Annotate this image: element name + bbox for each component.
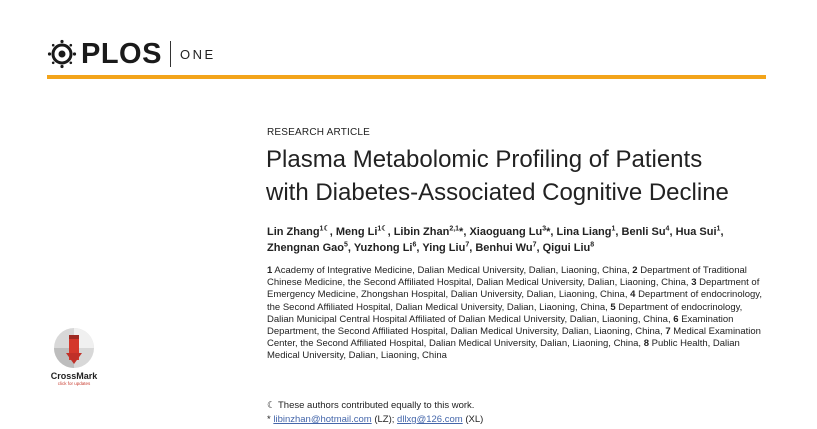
author: [475, 242, 536, 254]
logo-divider: [170, 41, 171, 67]
author: [394, 226, 464, 238]
author-name: Libin Zhan: [393, 226, 450, 238]
affiliation-text: Department of Emergency Medicine, Zhongshan Hospital, Dalian University, Dalian, Liaoning, China,: [267, 277, 760, 301]
author-list: Lin Zhang$^{1☾}$, Meng $Li^{1☾}$, Libin Zhan$^{2,1}$*, Xiaoguang Lu$^3$*, Lina Liang$^1$, Benli Su$^4$, Hua Sui$^1$, Zhengnan Gao$^5$, Yuzhong Li$^6$, Ying Liu$^7$, Benhui Wu$^7$, Qigui Liu$^8$: [267, 225, 724, 254]
email2-suffix: (XL): [465, 414, 484, 425]
header-rule: [47, 75, 766, 79]
author: [354, 242, 417, 254]
corresponding-star: *: [546, 226, 551, 238]
author: [267, 226, 330, 238]
affiliations: [267, 265, 767, 363]
author-affiliation-sup: 3: [542, 225, 547, 233]
crossmark-sub: click for updates: [57, 381, 91, 386]
author: [469, 226, 550, 238]
author-affiliation-sup: 1: [716, 225, 721, 233]
corresponding-star: *: [459, 226, 464, 238]
equal-symbol: ☾: [267, 400, 276, 411]
author-affiliation-sup: 7: [465, 241, 470, 249]
author-name: Zhengnan Gao: [267, 242, 344, 254]
author: [557, 226, 616, 238]
affiliation-text: Department of endocrinology, the Second Affiliated Hospital, Dalian Medical University, Dalian, Liaoning, China,: [267, 289, 762, 313]
correspondence-note: [267, 413, 767, 427]
author-name: Hua Sui: [675, 226, 717, 238]
logo-subword: ONE: [179, 46, 216, 62]
email1-suffix: (LZ);: [374, 414, 395, 425]
affiliation-text: Public Health, Dalian Medical University, Dalian, Liaoning, China: [267, 338, 740, 362]
author-affiliation-sup: 7: [532, 241, 537, 249]
crossmark-label: CrossMark: [50, 371, 98, 381]
affiliation-number: 8: [643, 338, 649, 350]
author-affiliation-sup: 5: [344, 241, 348, 249]
author-affiliation-sup: 4: [665, 225, 670, 233]
author: [543, 242, 595, 254]
affiliation-text: Academy of Integrative Medicine, Dalian Medical University, Dalian, Liaoning, China,: [274, 265, 630, 276]
author: [422, 242, 469, 254]
equal-text: These authors contributed equally to this work.: [278, 400, 475, 411]
equal-contribution-note: [267, 399, 767, 413]
affiliation-number: 1: [267, 265, 273, 276]
affiliation-number: 6: [673, 313, 679, 325]
author-affiliation-sup: 1: [611, 225, 616, 233]
affiliation-text: Department of Traditional Chinese Medicine, the Second Affiliated Hospital, Dalian Medical University, Dalian, Liaoning, China,: [267, 265, 747, 289]
author-affiliation-sup: 1☾: [319, 225, 330, 233]
author: [336, 226, 388, 238]
crossmark-icon: [52, 326, 96, 370]
title-line-1: Plasma Metabolomic Profiling of Patients: [266, 146, 703, 173]
article-title: [266, 143, 786, 209]
title-line-2: with Diabetes-Associated Cognitive Decline: [266, 179, 729, 206]
affiliation-number: 3: [691, 277, 697, 289]
affiliation-text: Department of endocrinology, Dalian Municipal Central Hospital Affiliated of Dalian Medical University, Dalian, Liaoning, China,: [267, 301, 743, 325]
author-name: Benhui Wu: [475, 242, 533, 254]
affiliation-number: 2: [632, 265, 638, 276]
author-name: Lin Zhang: [267, 226, 320, 238]
author-name: Xiaoguang Lu: [469, 226, 543, 238]
article-type: RESEARCH ARTICLE: [267, 127, 371, 138]
affiliation-number: 4: [630, 289, 636, 301]
author: [622, 226, 670, 238]
plos-logo-icon: [47, 39, 77, 69]
email-link-2[interactable]: dllxg@126.com: [397, 414, 463, 425]
author-affiliation-sup: 6: [412, 241, 417, 249]
author-name: Benli Su: [621, 226, 666, 238]
author-name: Qigui Liu: [542, 242, 591, 254]
author-name: Meng Li: [335, 226, 378, 238]
author-name: Lina Liang: [556, 226, 612, 238]
crossmark-badge[interactable]: [46, 326, 102, 386]
author-affiliation-sup: 2,1: [449, 225, 460, 233]
journal-logo: [47, 36, 216, 72]
corr-symbol: *: [267, 414, 271, 425]
email-link-1[interactable]: libinzhan@hotmail.com: [273, 414, 372, 425]
affiliation-number: 5: [610, 301, 616, 313]
affiliation-text: Examination Department, the Second Affiliated Hospital, Dalian Medical University, Dalian, Liaoning, China,: [267, 313, 734, 338]
author-name: Yuzhong Li: [353, 242, 413, 254]
author-affiliation-sup: 1☾: [377, 225, 388, 233]
author: [676, 226, 721, 238]
affiliation-text: Medical Examination Center, the Second Affiliated Hospital, Dalian Medical University, Dalian, Liaoning, China,: [267, 326, 761, 350]
author-name: Ying Liu: [422, 242, 466, 254]
author-affiliation-sup: 8: [590, 241, 595, 249]
affiliation-number: 7: [665, 326, 671, 338]
author: [267, 242, 348, 254]
author-notes: [267, 399, 767, 427]
logo-word: PLOS: [81, 37, 162, 70]
